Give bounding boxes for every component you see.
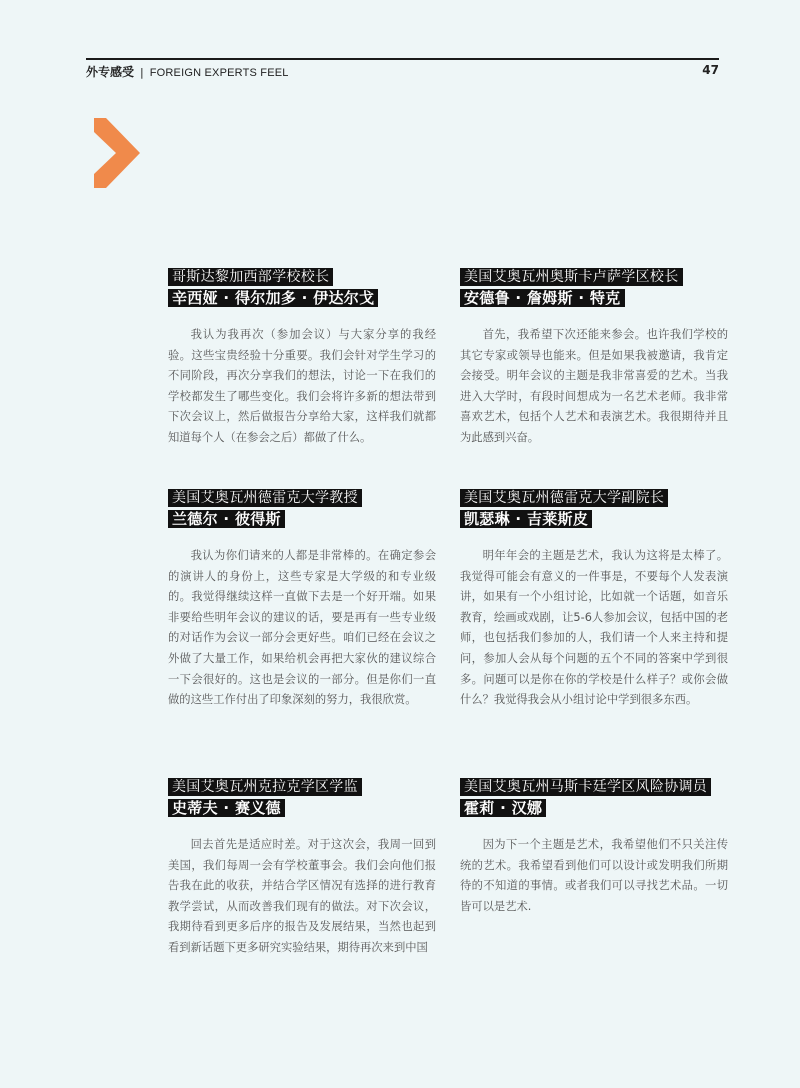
entry-role: 美国艾奥瓦州德雷克大学副院长	[460, 489, 668, 507]
section-title-en: FOREIGN EXPERTS FEEL	[149, 67, 289, 79]
entry-3	[168, 487, 436, 711]
entry-titles	[460, 776, 728, 819]
entry-role: 美国艾奥瓦州德雷克大学教授	[168, 489, 362, 507]
entry-role: 美国艾奥瓦州奥斯卡卢萨学区校长	[460, 268, 683, 286]
entry-6	[460, 776, 728, 917]
entry-text: 我认为我再次（参加会议）与大家分享的我经验。这些宝贵经验十分重要。我们会针对学生学习的不同阶段，再次分享我们的想法，讨论一下在我们的学校都发生了哪些变化。我们会将许多新的想法带到下次会议上，然后做报告分享给大家，这样我们就都知道每个人（在参会之后）都做了什么。	[168, 328, 436, 444]
entry-text: 明年年会的主题是艺术，我认为这将是太棒了。我觉得可能会有意义的一件事是，不要每个人发表演讲，如果有一个小组讨论，比如就一个话题，如音乐教育，绘画或戏剧，让5-6人参加会议，包括中国的老师，也包括我们参加的人，我们请一个人来主持和提问，参加人会从每个问题的五个不同的答案中学到很多。问题可以是你在你的学校是什么样子？或你会做什么？我觉得我会从小组讨论中学到很多东西。	[460, 549, 728, 707]
entry-titles	[168, 776, 436, 819]
entry-2	[460, 266, 728, 449]
chevron-right-icon	[94, 118, 142, 190]
entry-4	[460, 487, 728, 711]
entry-text: 我认为你们请来的人都是非常棒的。在确定参会的演讲人的身份上，这些专家是大学级的和专业级的。我觉得继续这样一直做下去是一个好开端。如果非要给些明年会议的建议的话，要是再有一些专业级的对话作为会议一部分会更好些。咱们已经在会议之外做了大量工作，如果给机会再把大家伙的建议综合一下会很好的。这也是会议的一部分。但是你们一直做的这些工作付出了印象深刻的努力，我很欣赏。	[168, 549, 436, 707]
entry-1	[168, 266, 436, 449]
section-title-cn: 外专感受	[86, 65, 135, 79]
page-number: 47	[702, 63, 719, 77]
header-rule	[86, 58, 719, 60]
header-separator: |	[140, 66, 144, 79]
entry-role: 美国艾奥瓦州马斯卡廷学区风险协调员	[460, 778, 711, 796]
entry-titles	[168, 487, 436, 530]
entry-text: 回去首先是适应时差。对于这次会，我周一回到美国，我们每周一会有学校董事会。我们会向他们报告我在此的收获，并结合学区情况有选择的进行教育教学尝试，从而改善我们现有的做法。对下次会议，我期待看到更多后序的报告及发展结果，当然也起到看到新话题下更多研究实验结果，期待再次来到中国	[168, 838, 436, 954]
entry-role: 美国艾奥瓦州克拉克学区学监	[168, 778, 362, 796]
entry-text: 首先，我希望下次还能来参会。也许我们学校的其它专家或领导也能来。但是如果我被邀请，我肯定会接受。明年会议的主题是我非常喜爱的艺术。当我进入大学时，有段时间想成为一名艺术老师。我非常喜欢艺术，包括个人艺术和表演艺术。我很期待并且为此感到兴奋。	[460, 328, 728, 444]
entry-name: 霍莉 · 汉娜	[460, 799, 546, 817]
entry-name: 安德鲁 · 詹姆斯 · 特克	[460, 289, 625, 307]
entry-name: 辛西娅 · 得尔加多 · 伊达尔戈	[168, 289, 378, 307]
page-header	[86, 63, 719, 79]
entry-5	[168, 776, 436, 959]
entry-titles	[460, 266, 728, 309]
entry-name: 凯瑟琳 · 吉莱斯皮	[460, 510, 592, 528]
entry-titles	[460, 487, 728, 530]
entry-role: 哥斯达黎加西部学校校长	[168, 268, 333, 286]
entry-name: 兰德尔 · 彼得斯	[168, 510, 285, 528]
entry-name: 史蒂夫 · 赛义德	[168, 799, 285, 817]
entry-titles	[168, 266, 436, 309]
chevron-shape	[94, 118, 140, 188]
entry-text: 因为下一个主题是艺术，我希望他们不只关注传统的艺术。我希望看到他们可以设计或发明我们所期待的不知道的事情。或者我们可以寻找艺术品。一切皆可以是艺术.	[460, 838, 728, 913]
